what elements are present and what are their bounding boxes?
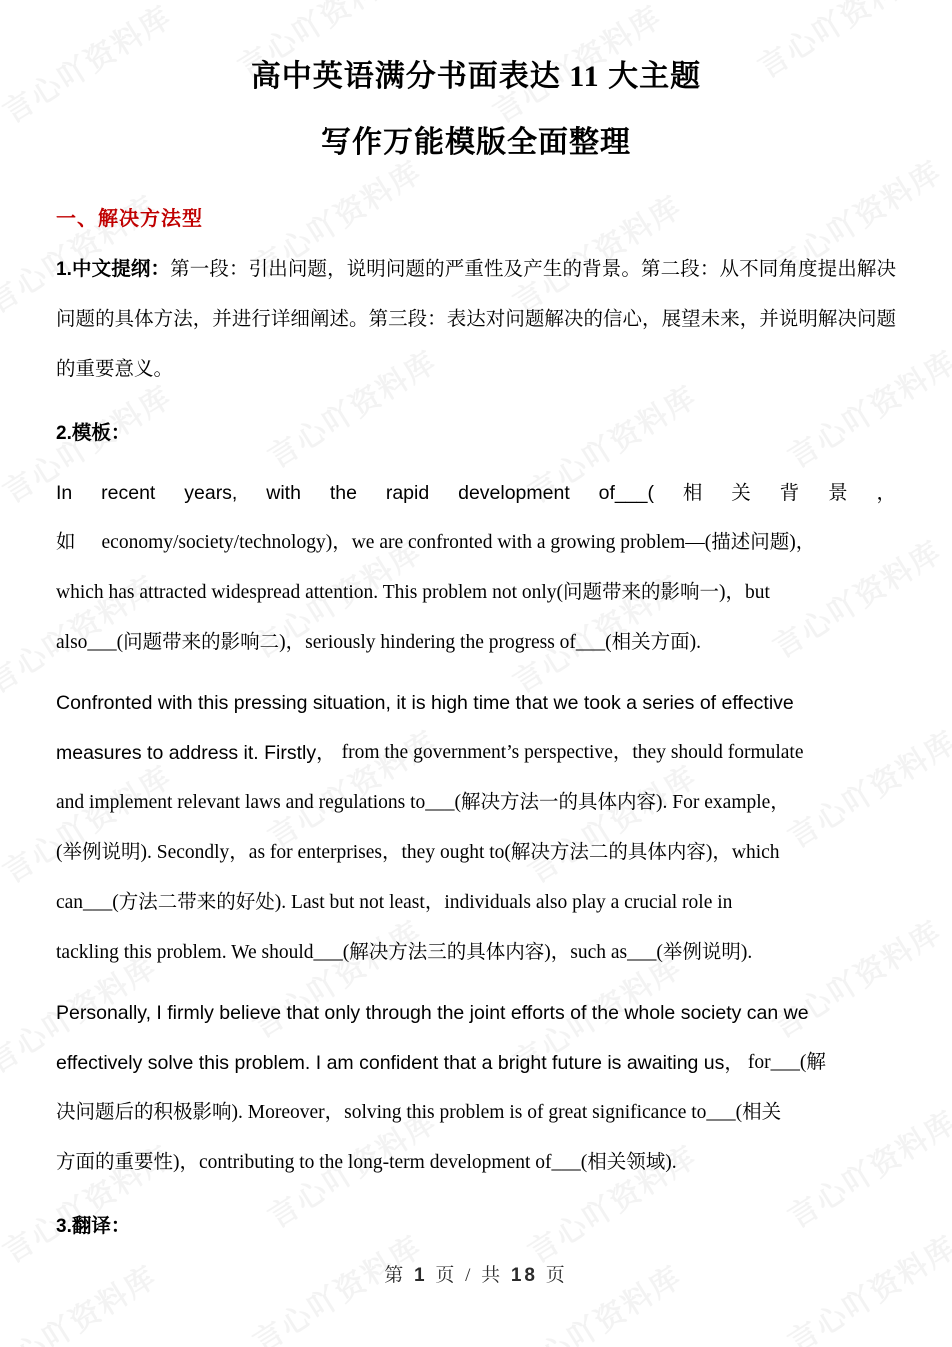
- line-segment-serif: from the government’s perspective，they should formulate: [341, 742, 804, 763]
- footer-current-page: 1: [414, 1265, 428, 1286]
- line-segment-sans: effectively solve this problem. I am confident that a bright future is awaiting us，: [56, 1052, 744, 1074]
- line-text: 方面的重要性)，contributing to the long-term development of___(相关领域).: [56, 1152, 677, 1173]
- line-segment-sans: measures to address it. Firstly，: [56, 742, 336, 764]
- template-line: [56, 1138, 896, 1188]
- template-number: 2.: [56, 423, 72, 444]
- page-title-line-1: 高中英语满分书面表达 11 大主题: [250, 60, 702, 93]
- template-label: 模板：: [71, 423, 131, 444]
- translate-label: 翻译：: [71, 1216, 131, 1237]
- line-text: also___(问题带来的影响二)，seriously hindering the progress of___(相关方面).: [56, 632, 702, 653]
- template-line: [56, 878, 896, 928]
- footer-prefix: 第: [384, 1265, 407, 1286]
- line-word: rapid: [385, 482, 430, 504]
- outline-label: 中文提纲：: [71, 259, 171, 280]
- template-line: [56, 618, 896, 668]
- translate-number: 3.: [56, 1216, 72, 1237]
- line-word: with: [266, 482, 301, 504]
- template-line: [56, 678, 896, 728]
- footer-total-pages: 18: [510, 1265, 538, 1286]
- line-word: 关: [731, 482, 751, 504]
- outline-paragraph: [56, 245, 896, 395]
- outline-text: 第一段：引出问题，说明问题的严重性及产生的背景。第二段：从不同角度提出解决问题的具体方法，并进行详细阐述。第三段：表达对问题解决的信心，展望未来，并说明解决问题的重要意义。: [56, 259, 896, 380]
- line-text: Confronted with this pressing situation, it is high time that we took a series of effective: [56, 692, 794, 714]
- line-word: of___(: [598, 482, 654, 504]
- template-line: [56, 828, 896, 878]
- line-text: tackling this problem. We should___(解决方法三的具体内容)，such as___(举例说明).: [56, 942, 753, 963]
- template-line: [56, 518, 896, 568]
- translate-label-line: [56, 1204, 896, 1251]
- line-text: 决问题后的积极影响). Moreover，solving this problem is of great significance to___(相关: [56, 1102, 782, 1123]
- line-word: years,: [184, 482, 238, 504]
- template-paragraph-1: [56, 468, 896, 668]
- footer-middle: 页 / 共: [435, 1265, 504, 1286]
- template-line: [56, 778, 896, 828]
- line-word: In: [56, 482, 73, 504]
- template-line: [56, 568, 896, 618]
- line-text: (举例说明). Secondly，as for enterprises，they ought to(解决方法二的具体内容)，which: [56, 842, 780, 863]
- template-line: [56, 1038, 896, 1088]
- template-label-line: [56, 411, 896, 458]
- line-word: 如: [56, 532, 76, 553]
- page-footer: [0, 1260, 952, 1287]
- template-line: [56, 468, 896, 518]
- line-word: 景: [828, 482, 848, 504]
- template-paragraph-3: [56, 988, 896, 1188]
- page-title-line-2: 写作万能模版全面整理: [321, 126, 631, 159]
- line-text: can___(方法二带来的好处). Last but not least，individuals also play a crucial role in: [56, 892, 733, 913]
- template-line: [56, 728, 896, 778]
- line-segment-serif: for___(解: [747, 1052, 826, 1073]
- template-line: [56, 1088, 896, 1138]
- line-text: Personally, I firmly believe that only through the joint efforts of the whole society can we: [56, 1002, 809, 1024]
- line-text: which has attracted widespread attention. This problem not only(问题带来的影响一)，but: [56, 582, 770, 603]
- line-word: the: [329, 482, 357, 504]
- template-line: [56, 988, 896, 1038]
- footer-suffix: 页: [545, 1265, 568, 1286]
- section-heading: 一、解决方法型: [56, 208, 203, 230]
- line-word: development: [458, 482, 570, 504]
- template-paragraph-2: [56, 678, 896, 978]
- line-text: and implement relevant laws and regulations to___(解决方法一的具体内容). For example，: [56, 792, 790, 813]
- line-word: recent: [101, 482, 156, 504]
- outline-number: 1.: [56, 259, 72, 280]
- template-line: [56, 928, 896, 978]
- line-word: ，: [876, 482, 896, 504]
- line-word: 背: [779, 482, 800, 504]
- line-word: 相: [682, 482, 703, 504]
- line-text: economy/society/technology)，we are confronted with a growing problem—(描述问题)，: [101, 532, 816, 553]
